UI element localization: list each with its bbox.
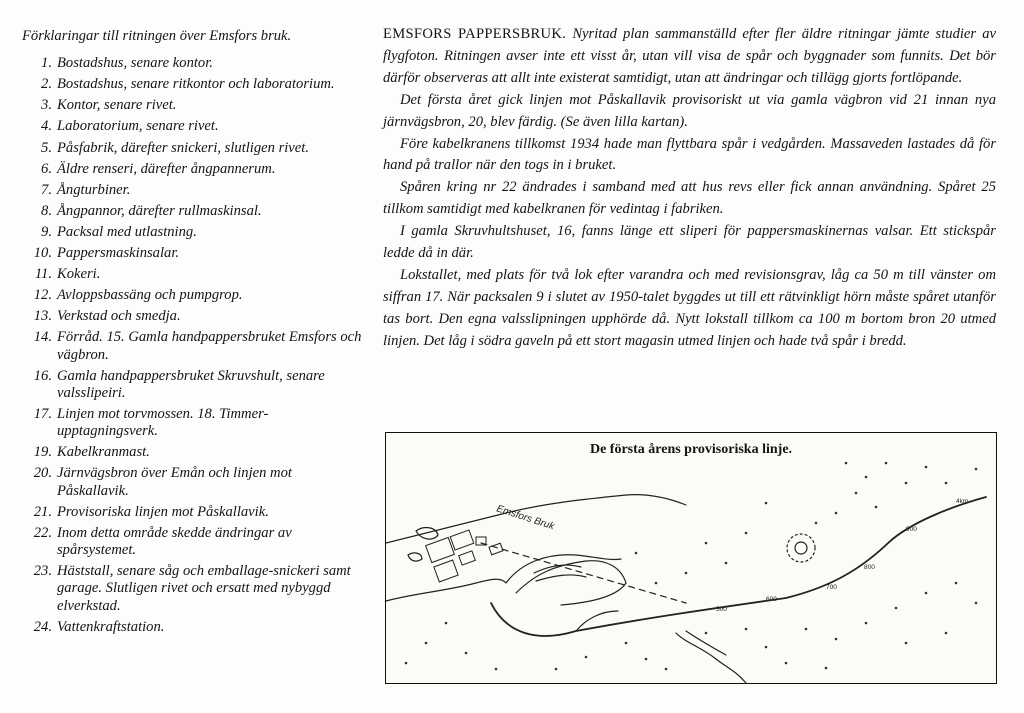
- chainage-label: 900: [906, 526, 917, 533]
- legend-item-text: Häststall, senare såg och emballage-snickeri samt garage. Slutligen rivet och ersatt med nybyggd elverkstad.: [57, 563, 351, 614]
- chainage-label: 600: [766, 596, 777, 603]
- legend-item-text: Förråd. 15. Gamla handpappersbruket Emsfors och vägbron.: [57, 329, 362, 363]
- river-channel: [536, 575, 586, 581]
- chainage-label: 4km: [956, 498, 969, 505]
- legend-item-text: Kabelkranmast.: [57, 444, 150, 461]
- forest-markers: [405, 462, 978, 671]
- legend-item-number: 1.: [41, 55, 52, 72]
- legend-item: [22, 287, 364, 304]
- legend-item: [22, 161, 364, 178]
- island: [408, 553, 422, 561]
- map-drawing: [386, 433, 996, 683]
- legend-item: [22, 55, 364, 72]
- river-channel: [534, 565, 581, 573]
- map-panel: [385, 432, 997, 684]
- legend-item-number: 8.: [41, 202, 52, 219]
- building: [450, 530, 474, 550]
- legend-item-text: Avloppsbassäng och pumpgrop.: [57, 287, 243, 304]
- legend-item-number: 5.: [41, 139, 52, 156]
- legend-heading: Förklaringar till ritningen över Emsfors bruk.: [22, 28, 292, 44]
- legend-item-number: 6.: [41, 160, 52, 177]
- legend-item: [22, 619, 364, 636]
- legend-item: [22, 525, 364, 559]
- legend-item: [22, 97, 364, 114]
- legend-item-number: 23.: [33, 563, 52, 580]
- legend-item-number: 13.: [33, 308, 52, 325]
- legend-item-number: 14.: [33, 329, 52, 346]
- railway-line: [491, 497, 986, 636]
- article-lead: EMSFORS PAPPERSBRUK.: [383, 26, 567, 42]
- legend-item-text: Bostadshus, senare kontor.: [57, 55, 213, 72]
- article-paragraph: [383, 24, 996, 90]
- legend-item-number: 9.: [41, 223, 52, 240]
- legend-item-number: 22.: [33, 524, 52, 541]
- legend-item-text: Gamla handpappersbruket Skruvshult, senare valsslipeiri.: [57, 367, 325, 401]
- article-intro: Nyritad plan sammanställd efter fler äldre ritningar jämte studier av flygfoton. Ritningen avser inte ett visst år, utan vill visa de spår och byggnader som funnits. Det bör därför observeras att allt inte existerat samtidigt, utan att ändringar och tillägg gjorts fortlöpande.: [383, 26, 996, 86]
- legend-item: [22, 76, 364, 93]
- legend-item-text: Packsal med utlastning.: [57, 223, 197, 240]
- legend-item: [22, 504, 364, 521]
- legend-item-text: Ångturbiner.: [57, 181, 131, 198]
- stream: [676, 633, 746, 683]
- legend-item-number: 10.: [33, 245, 52, 262]
- legend-item-text: Pappersmaskinsalar.: [57, 245, 180, 262]
- legend-item-number: 24.: [33, 618, 52, 635]
- chainage-label: 700: [826, 584, 837, 591]
- article-paragraph: Lokstallet, med plats för två lok efter varandra och med revisionsgrav, låg ca 50 m till vänster om siffran 17. När packsalen 9 i slutet av 1950-talet byggdes ut till ett rätvinkligt hörn måste spåret utanför tas bort. Den egna valsslipningen upphörde då. Nytt lokstall tillkom ca 100 m bortom bron 20 utmed linjen. Det låg i södra gaveln på ett stort magasin utmed linjen och hade två spår i bredd.: [383, 266, 996, 349]
- legend-item: [22, 203, 364, 220]
- legend-item-text: Kontor, senare rivet.: [57, 97, 177, 114]
- legend-item-number: 11.: [34, 266, 52, 283]
- legend-item-text: Linjen mot torvmossen. 18. Timmer-upptagningsverk.: [57, 406, 269, 440]
- legend-item-text: Järnvägsbron över Emån och linjen mot Påskallavik.: [57, 465, 292, 499]
- contour-ring: [795, 542, 807, 554]
- legend-item-text: Inom detta område skedde ändringar av spårsystemet.: [57, 524, 292, 558]
- map-place-label: Emsfors Bruk: [495, 503, 556, 533]
- legend-item: [22, 444, 364, 461]
- legend-item-number: 4.: [41, 118, 52, 135]
- article-column: [383, 24, 996, 353]
- legend-item: [22, 140, 364, 157]
- contour-ring: [787, 534, 815, 562]
- legend-item-text: Verkstad och smedja.: [57, 308, 181, 325]
- legend-item: [22, 465, 364, 499]
- legend-item-number: 21.: [33, 503, 52, 520]
- legend-item: [22, 368, 364, 402]
- legend-item-text: Äldre renseri, därefter ångpannerum.: [57, 160, 276, 177]
- legend-item: [22, 118, 364, 135]
- river-channel: [516, 561, 626, 605]
- legend-item: [22, 224, 364, 241]
- legend-item-text: Laboratorium, senare rivet.: [57, 118, 219, 135]
- legend-item: [22, 308, 364, 325]
- legend-item-number: 19.: [33, 444, 52, 461]
- building: [426, 537, 455, 562]
- legend-item: [22, 563, 364, 615]
- legend-item-text: Bostadshus, senare ritkontor och laboratorium.: [57, 76, 335, 93]
- article-paragraph: Spåren kring nr 22 ändrades i samband med att hus revs eller fick annan användning. Spåret 25 tillkom samtidigt med kabelkranen för vedintag i fabriken.: [383, 179, 996, 218]
- legend-item-number: 17.: [33, 406, 52, 423]
- legend-item-number: 7.: [41, 181, 52, 198]
- chainage-label: 500: [716, 606, 727, 613]
- chainage-label: 800: [864, 564, 875, 571]
- building: [489, 543, 503, 555]
- provisional-line: [481, 543, 686, 603]
- legend-item: [22, 329, 364, 363]
- legend-item-number: 12.: [33, 287, 52, 304]
- legend-item-number: 16.: [33, 367, 52, 384]
- legend-item-text: Provisoriska linjen mot Påskallavik.: [57, 503, 269, 520]
- legend-item-text: Påsfabrik, därefter snickeri, slutligen rivet.: [57, 139, 309, 156]
- article-paragraph: Det första året gick linjen mot Påskallavik provisoriskt ut via gamla vägbron vid 21 innan nya järnvägsbron, 20, blev färdig. (Se även lilla kartan).: [383, 91, 996, 130]
- river-bank-south: [386, 555, 621, 601]
- legend-item-number: 3.: [41, 97, 52, 114]
- article-paragraph: Före kabelkranens tillkomst 1934 hade man flyttbara spår i vedgården. Massaveden lastades då för hand på trallor när den togs in i bruket.: [383, 135, 996, 174]
- legend-item-number: 2.: [41, 76, 52, 93]
- legend-item: [22, 245, 364, 262]
- article-paragraph: I gamla Skruvhultshuset, 16, fanns länge ett sliperi för pappersmaskinernas valsar. Ett stickspår ledde då in där.: [383, 223, 996, 262]
- legend-item-text: Ångpannor, därefter rullmaskinsal.: [57, 202, 262, 219]
- building: [459, 551, 476, 565]
- legend-item-text: Vattenkraftstation.: [57, 618, 165, 635]
- legend-item-number: 20.: [33, 465, 52, 482]
- legend-item: [22, 266, 364, 283]
- legend-item: [22, 406, 364, 440]
- map-title: De första årens provisoriska linje.: [589, 442, 793, 457]
- legend-list: [22, 55, 364, 636]
- legend-item-text: Kokeri.: [57, 266, 101, 283]
- legend-item: [22, 182, 364, 199]
- legend-column: [22, 28, 364, 640]
- building: [434, 560, 458, 582]
